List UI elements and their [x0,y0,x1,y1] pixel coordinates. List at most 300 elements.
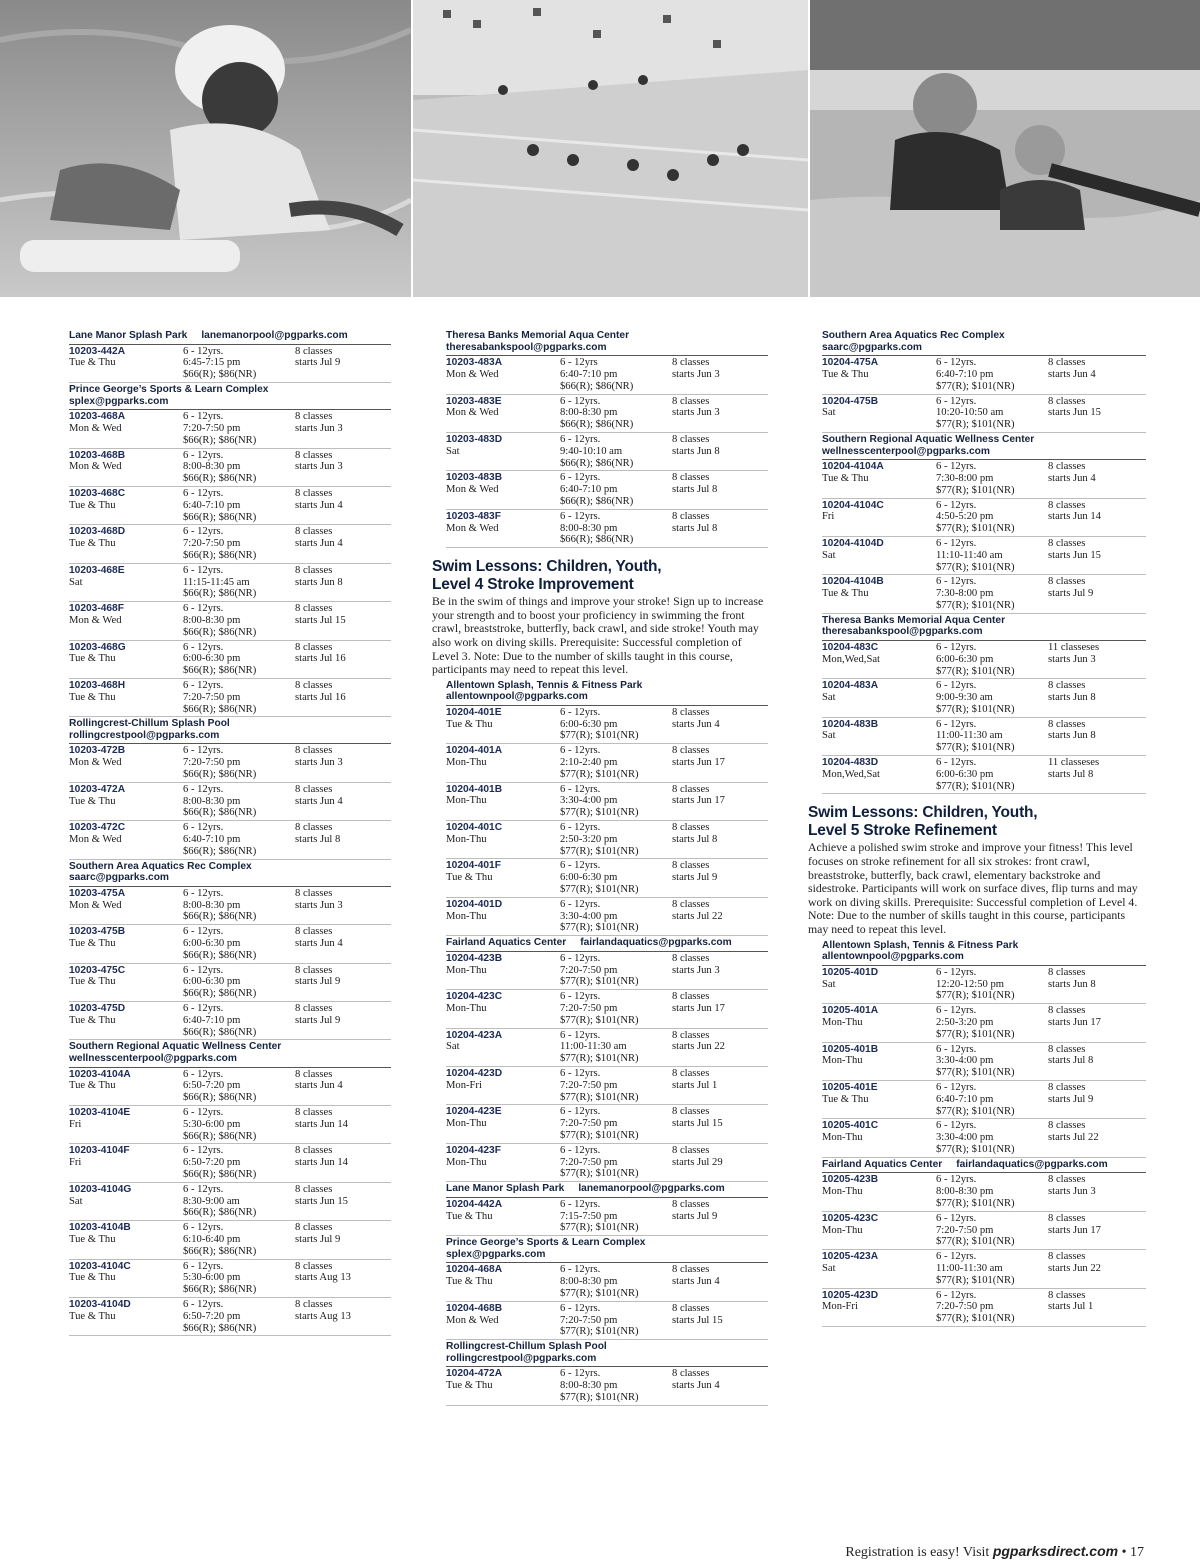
class-start: starts Jun 14 [295,1118,348,1130]
class-count-start [295,888,391,923]
column-2-listings-top [432,329,768,548]
class-ages: 6 - 12yrs. [183,345,224,357]
class-count: 8 classes [295,449,333,461]
class-listing [69,1106,391,1144]
class-code-days [446,357,560,392]
class-time: 11:00-11:30 am [560,1041,627,1053]
class-listing [822,460,1146,498]
class-age-time-fee [560,745,672,780]
class-days: Tue & Thu [446,872,493,884]
class-ages: 6 - 12yrs. [936,718,977,730]
class-days: Sat [446,1041,460,1053]
class-count-start [295,1069,391,1104]
class-start: starts Jul 15 [295,614,346,626]
class-fee: $77(R); $101(NR) [936,599,1015,611]
class-listing [69,925,391,963]
class-count-start [1048,538,1146,573]
class-age-time-fee [560,1303,672,1338]
class-start: starts Jun 8 [1048,978,1096,990]
location-email-link[interactable]: allentownpool@pgparks.com [822,951,964,963]
class-days: Mon-Thu [446,1156,487,1168]
class-count-start [672,396,768,431]
class-age-time-fee [936,1005,1048,1040]
class-count-start [672,822,768,857]
class-age-time-fee [560,899,672,934]
class-code: 10204-468B [446,1302,503,1314]
class-days: Mon & Wed [446,522,499,534]
class-listing [446,1029,768,1067]
class-age-time-fee [560,1145,672,1180]
class-start: starts Jun 4 [295,795,343,807]
class-fee: $77(R); $101(NR) [560,807,639,819]
class-count-start [295,488,391,523]
class-ages: 6 - 12yrs. [936,1120,977,1132]
class-count-start [295,1184,391,1219]
class-ages: 6 - 12yrs. [560,860,601,872]
class-ages: 6 - 12yrs. [560,991,601,1003]
class-age-time-fee [936,1120,1048,1155]
level-5-title [808,804,1146,840]
class-ages: 6 - 12yrs. [560,783,601,795]
class-code-days [69,603,183,638]
class-count: 8 classes [295,1068,333,1080]
class-code-days [446,1106,560,1141]
class-ages: 6 - 12yrs. [560,898,601,910]
class-ages: 6 - 12yrs. [560,822,601,834]
class-days: Tue & Thu [69,499,116,511]
class-ages: 6 - 12yrs. [183,1260,224,1272]
class-count-start [1048,1005,1146,1040]
class-code-days [446,745,560,780]
class-code: 10205-401D [822,966,879,978]
class-count: 8 classes [295,487,333,499]
class-code-days [69,680,183,715]
class-time: 10:20-10:50 am [936,407,1004,419]
class-code-days [822,1120,936,1155]
class-time: 3:30-4:00 pm [936,1132,994,1144]
class-count: 8 classes [672,1302,710,1314]
class-start: starts Jun 8 [672,445,720,457]
class-code: 10204-483D [822,757,879,769]
class-fee: $66(R); $86(NR) [183,1245,257,1257]
class-code-days [69,888,183,923]
class-listing [69,887,391,925]
location-email-link[interactable]: allentownpool@pgparks.com [446,691,588,703]
class-code-days [446,1199,560,1234]
class-listing [446,706,768,744]
class-start: starts Jul 9 [1048,1093,1094,1105]
class-count: 8 classes [1048,461,1086,473]
class-time: 8:00-8:30 pm [560,1380,618,1392]
class-start: starts Jun 8 [1048,730,1096,742]
class-code-days [69,488,183,523]
class-ages: 6 - 12yrs. [936,641,977,653]
class-listing [69,1068,391,1106]
class-age-time-fee [183,784,295,819]
class-fee: $66(R); $86(NR) [183,1092,257,1104]
class-age-time-fee [183,1003,295,1038]
location-email-link[interactable]: saarc@pgparks.com [69,872,169,884]
class-time: 6:00-6:30 pm [936,653,994,665]
class-listing [822,756,1146,794]
class-count: 8 classes [295,603,333,615]
photo-pool-class [413,0,808,297]
class-time: 6:45-7:15 pm [183,357,241,369]
class-count: 8 classes [295,411,333,423]
class-start: starts Jun 8 [1048,692,1096,704]
footer-url-link[interactable]: pgparksdirect.com [992,1543,1119,1559]
page-footer [845,1543,1144,1561]
class-listing [822,718,1146,756]
class-time: 6:50-7:20 pm [183,1080,241,1092]
class-count-start [295,642,391,677]
class-age-time-fee [183,965,295,1000]
location-header [446,679,768,706]
class-count-start [672,434,768,469]
class-count-start [672,1145,768,1180]
class-time: 6:40-7:10 pm [560,368,618,380]
class-code: 10204-483B [822,718,879,730]
class-listing [446,1263,768,1301]
class-time: 6:40-7:10 pm [183,1014,241,1026]
location-email-link[interactable]: splex@pgparks.com [446,1248,546,1260]
class-start: starts Jun 4 [672,1276,720,1288]
class-fee: $77(R); $101(NR) [560,922,639,934]
class-ages: 6 - 12yrs. [936,1043,977,1055]
class-ages: 6 - 12yrs. [936,499,977,511]
class-days: Tue & Thu [822,588,869,600]
class-code: 10203-483F [446,510,501,522]
class-code-days [822,642,936,677]
class-days: Mon & Wed [446,484,499,496]
class-code: 10203-472A [69,783,126,795]
location-email-link[interactable]: splex@pgparks.com [69,395,169,407]
class-start: starts Jun 3 [295,899,343,911]
class-time: 8:30-9:00 am [183,1195,240,1207]
class-fee: $77(R); $101(NR) [936,703,1015,715]
class-code: 10204-401C [446,822,503,834]
class-fee: $77(R); $101(NR) [560,1287,639,1299]
class-fee: $77(R); $101(NR) [936,561,1015,573]
class-listing [69,1298,391,1336]
class-count-start [1048,967,1146,1002]
class-count: 8 classes [1048,537,1086,549]
location-email-link[interactable]: fairlandaquatics@pgparks.com [956,1158,1108,1170]
class-days: Tue & Thu [446,1210,493,1222]
class-code: 10203-4104E [69,1106,131,1118]
class-count-start [672,472,768,507]
class-code: 10203-468H [69,679,126,691]
class-code-days [69,1184,183,1219]
class-code: 10204-4104C [822,499,884,511]
class-age-time-fee [560,511,672,546]
class-days: Tue & Thu [446,718,493,730]
class-code: 10203-468A [69,411,126,423]
class-ages: 6 - 12yrs. [936,1251,977,1263]
class-days: Fri [69,1157,82,1169]
class-ages: 6 - 12yrs. [560,1198,601,1210]
location-header [446,1340,768,1367]
class-ages: 6 - 12yrs. [936,1005,977,1017]
class-code-days [822,757,936,792]
class-listing [822,966,1146,1004]
page-number: • 17 [1118,1545,1144,1560]
class-code: 10203-475B [69,926,126,938]
location-email-link[interactable]: fairlandaquatics@pgparks.com [580,937,732,949]
class-count-start [1048,1213,1146,1248]
class-count-start [1048,1082,1146,1117]
location-name: Fairland Aquatics Center [822,1158,943,1170]
class-fee: $66(R); $86(NR) [183,1207,257,1219]
class-start: starts Jul 8 [672,484,718,496]
class-count-start [672,1303,768,1338]
class-age-time-fee [183,1261,295,1296]
class-code-days [822,1044,936,1079]
class-count: 8 classes [295,1183,333,1195]
class-code-days [69,1003,183,1038]
class-code-days [69,1261,183,1296]
class-time: 7:20-7:50 pm [936,1224,994,1236]
class-count: 8 classes [672,1029,710,1041]
class-count-start [672,707,768,742]
location-email-link[interactable]: saarc@pgparks.com [822,341,922,353]
class-count: 8 classes [672,898,710,910]
class-listing [69,641,391,679]
class-ages: 6 - 12yrs. [183,679,224,691]
class-days: Mon & Wed [446,407,499,419]
level-5-title-line1: Swim Lessons: Children, Youth, [808,804,1038,822]
class-fee: $77(R); $101(NR) [936,1236,1015,1248]
class-listing [446,952,768,990]
class-ages: 6 - 12yrs. [560,510,601,522]
class-fee: $66(R); $86(NR) [560,380,634,392]
class-ages: 6 - 12yrs. [183,487,224,499]
class-ages: 6 - 12yrs. [560,1106,601,1118]
location-email-link[interactable]: theresabankspool@pgparks.com [446,341,607,353]
class-ages: 6 - 12yrs. [936,576,977,588]
class-fee: $77(R); $101(NR) [936,380,1015,392]
class-time: 6:40-7:10 pm [936,1093,994,1105]
class-count-start [295,346,391,381]
class-start: starts Jun 4 [1048,368,1096,380]
class-code-days [69,1107,183,1142]
class-code: 10205-401B [822,1043,879,1055]
class-count-start [1048,500,1146,535]
class-code: 10204-4104A [822,461,884,473]
class-code-days [69,411,183,446]
class-count-start [295,745,391,780]
location-name: Prince George’s Sports & Learn Complex [69,383,269,395]
class-age-time-fee [560,1368,672,1403]
class-fee: $77(R); $101(NR) [936,1143,1015,1155]
location-header [69,329,391,345]
class-age-time-fee [183,603,295,638]
class-age-time-fee [936,1044,1048,1079]
class-fee: $77(R); $101(NR) [560,1326,639,1338]
class-fee: $66(R); $86(NR) [183,1284,257,1296]
class-ages: 6 - 12yrs. [183,745,224,757]
class-time: 6:50-7:20 pm [183,1310,241,1322]
class-ages: 6 - 12yrs. [936,537,977,549]
class-count-start [1048,1174,1146,1209]
class-code: 10203-4104B [69,1222,131,1234]
class-start: starts Jul 9 [295,1233,341,1245]
class-start: starts Jun 3 [672,407,720,419]
level-4-title-line1: Swim Lessons: Children, Youth, [432,558,662,576]
level-5-section [808,804,1146,936]
class-fee: $66(R); $86(NR) [183,1026,257,1038]
class-time: 7:20-7:50 pm [936,1301,994,1313]
class-count: 8 classes [672,1368,710,1380]
class-days: Tue & Thu [69,938,116,950]
class-count: 8 classes [295,564,333,576]
class-count-start [1048,1290,1146,1325]
class-listing [822,1081,1146,1119]
class-ages: 6 - 12yrs. [183,641,224,653]
class-fee: $66(R); $86(NR) [183,369,257,381]
class-code-days [822,396,936,431]
class-days: Tue & Thu [69,538,116,550]
class-count: 8 classes [295,1222,333,1234]
class-time: 6:00-6:30 pm [183,653,241,665]
class-days: Mon-Thu [822,1224,863,1236]
class-age-time-fee [936,1290,1048,1325]
class-start: starts Jun 17 [1048,1017,1101,1028]
class-fee: $66(R); $86(NR) [183,1322,257,1334]
class-days: Fri [69,1118,82,1130]
class-code-days [69,526,183,561]
class-code-days [446,1303,560,1338]
location-name: Theresa Banks Memorial Aqua Center [446,330,630,341]
class-start: starts Jul 1 [672,1079,718,1091]
class-days: Sat [69,1195,83,1207]
class-start: starts Jul 16 [295,691,346,703]
class-fee: $66(R); $86(NR) [183,1130,257,1142]
class-time: 6:40-7:10 pm [560,484,618,496]
class-count: 8 classes [672,860,710,872]
photo-strip [0,0,1200,297]
class-start: starts Jun 15 [1048,407,1101,419]
class-listing [822,356,1146,394]
location-header [822,433,1146,460]
location-email-link[interactable]: theresabankspool@pgparks.com [822,626,983,638]
location-name: Fairland Aquatics Center [446,937,567,949]
location-email-link[interactable]: rollingcrestpool@pgparks.com [446,1352,597,1364]
class-listing [69,410,391,448]
location-email-link[interactable]: lanemanorpool@pgparks.com [201,330,348,341]
class-age-time-fee [560,1264,672,1299]
class-listing [446,1144,768,1182]
class-age-time-fee [936,1251,1048,1286]
class-listing [69,964,391,1002]
class-listing [69,1183,391,1221]
class-count: 8 classes [672,745,710,757]
class-start: starts Jul 9 [295,976,341,988]
class-days: Sat [446,445,460,457]
class-days: Sat [822,549,836,561]
class-code: 10205-401C [822,1120,879,1132]
class-code: 10204-475B [822,395,879,407]
class-days: Sat [69,576,83,588]
class-ages: 6 - 12yrs. [560,745,601,757]
class-count-start [295,822,391,857]
class-code-days [446,860,560,895]
location-email-link[interactable]: wellnesscenterpool@pgparks.com [822,445,990,457]
location-header [69,717,391,744]
class-code: 10203-468B [69,449,126,461]
class-age-time-fee [936,461,1048,496]
class-code-days [69,1069,183,1104]
class-code: 10203-468E [69,564,125,576]
class-count: 8 classes [1048,576,1086,588]
class-days: Tue & Thu [69,1233,116,1245]
class-listing [69,564,391,602]
class-ages: 6 - 12yrs. [183,603,224,615]
class-fee: $77(R); $101(NR) [560,1014,639,1026]
class-count: 8 classes [295,822,333,834]
class-ages: 6 - 12yrs. [560,472,601,484]
class-start: starts Jun 3 [1048,1186,1096,1198]
class-code: 10204-4104D [822,537,884,549]
class-count-start [672,1068,768,1103]
class-age-time-fee [560,991,672,1026]
class-count: 8 classes [1048,1081,1086,1093]
class-listing [446,1367,768,1405]
class-start: starts Jul 8 [295,834,341,846]
class-age-time-fee [183,565,295,600]
class-fee: $77(R); $101(NR) [560,730,639,742]
class-start: starts Jul 29 [672,1156,723,1168]
class-count-start [295,1299,391,1334]
class-listing [69,525,391,563]
class-code: 10203-442A [69,345,126,357]
class-count-start [295,680,391,715]
class-listing [822,575,1146,613]
class-count: 8 classes [295,345,333,357]
class-count-start [295,603,391,638]
level-4-title [432,558,768,594]
class-count: 8 classes [295,1145,333,1157]
class-age-time-fee [560,472,672,507]
class-ages: 6 - 12yrs. [936,461,977,473]
class-code: 10205-401E [822,1081,878,1093]
class-code-days [69,784,183,819]
class-time: 2:50-3:20 pm [560,833,618,845]
class-count: 8 classes [672,1264,710,1276]
class-time: 11:00-11:30 am [936,1262,1003,1274]
class-days: Mon-Thu [446,964,487,976]
location-email-link[interactable]: wellnesscenterpool@pgparks.com [69,1053,237,1064]
footer-text: Registration is easy! Visit [845,1545,993,1560]
class-fee: $77(R); $101(NR) [936,1067,1015,1079]
class-code-days [822,719,936,754]
class-age-time-fee [183,1069,295,1104]
class-age-time-fee [183,346,295,381]
class-code-days [446,1068,560,1103]
class-count-start [672,784,768,819]
location-email-link[interactable]: rollingcrestpool@pgparks.com [69,729,220,741]
class-listing [446,859,768,897]
location-email-link[interactable]: lanemanorpool@pgparks.com [578,1183,725,1195]
class-code: 10204-468A [446,1264,503,1276]
class-code-days [446,396,560,431]
class-count-start [1048,680,1146,715]
location-header [446,1182,768,1198]
class-code: 10204-423A [446,1029,503,1041]
class-fee: $77(R); $101(NR) [560,1222,639,1234]
class-fee: $77(R); $101(NR) [560,768,639,780]
class-days: Sat [822,407,836,419]
